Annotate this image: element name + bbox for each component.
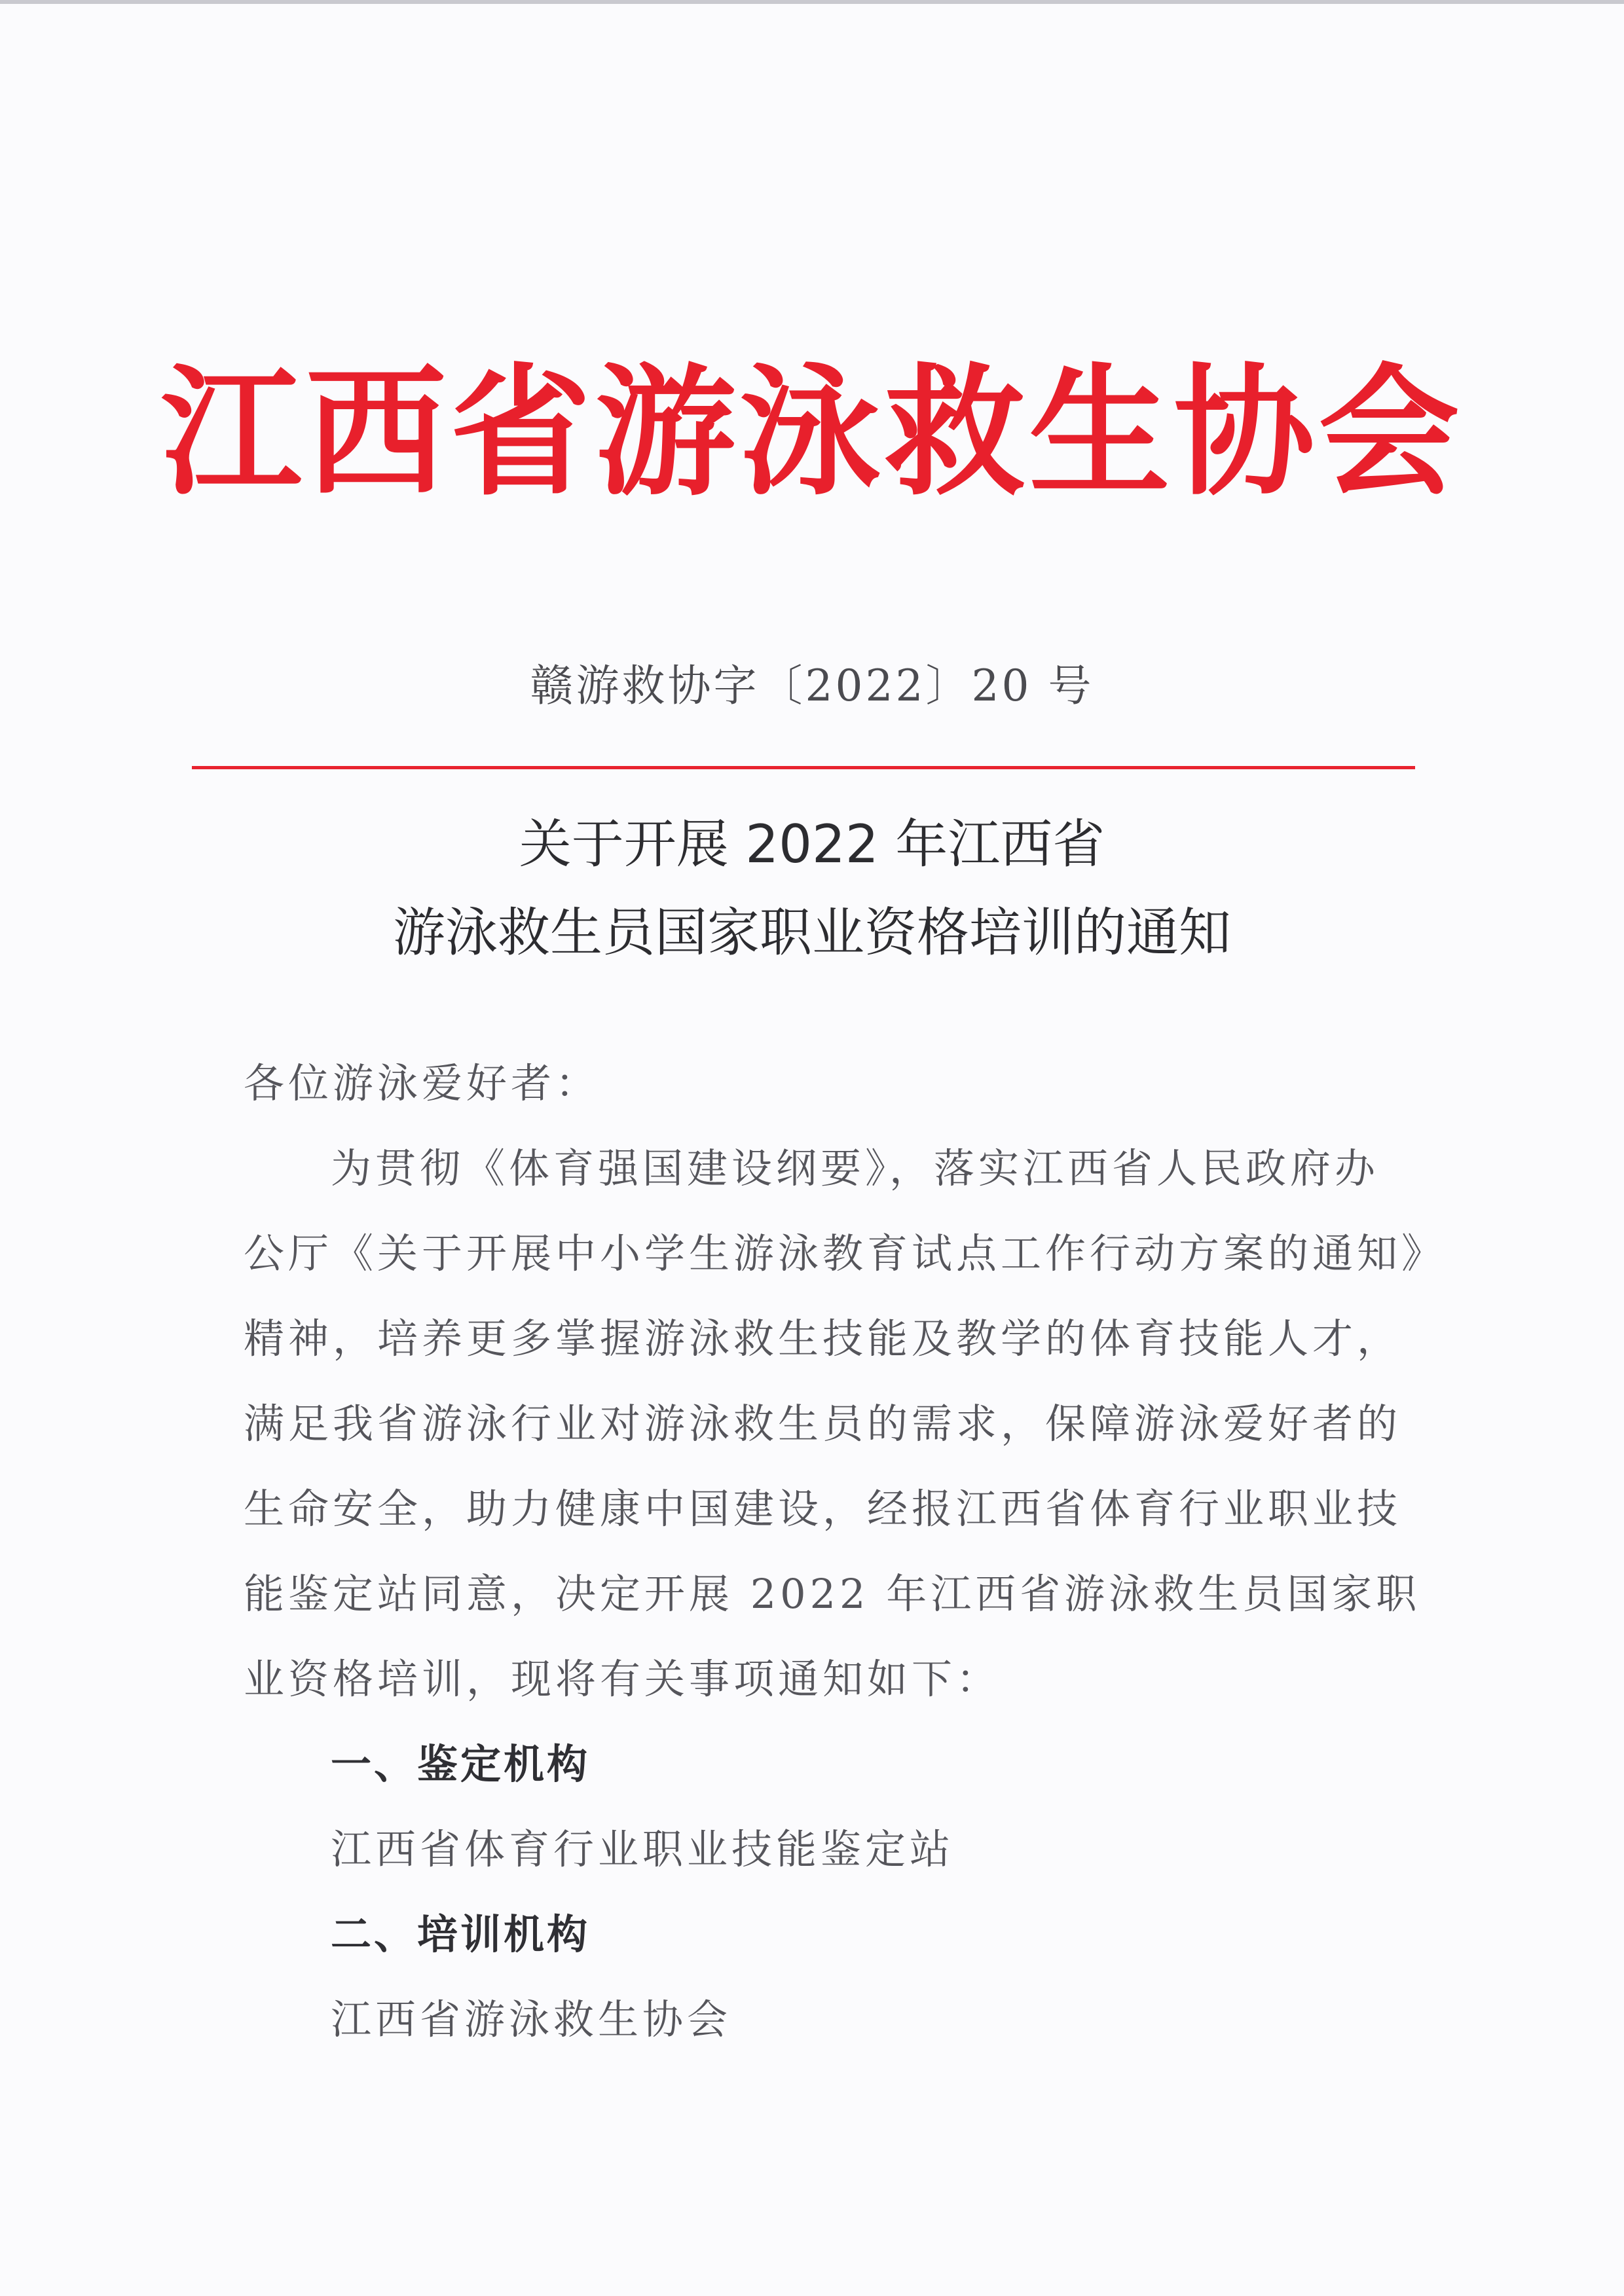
section-content-training-agency: 江西省游泳救生协会 <box>331 1995 732 2043</box>
red-divider-line <box>192 766 1415 769</box>
paragraph-line: 生命安全，助力健康中国建设，经报江西省体育行业职业技 <box>244 1485 1402 1533</box>
scan-top-edge <box>0 0 1624 4</box>
paragraph-line: 满足我省游泳行业对游泳救生员的需求，保障游泳爱好者的 <box>244 1400 1402 1448</box>
paragraph-line: 精神，培养更多掌握游泳救生技能及教学的体育技能人才， <box>244 1315 1402 1362</box>
paragraph-line: 为贯彻《体育强国建设纲要》，落实江西省人民政府办 <box>331 1144 1380 1192</box>
organization-header: 江西省游泳救生协会 <box>160 349 1464 515</box>
paragraph-line: 业资格培训，现将有关事项通知如下： <box>244 1655 1001 1703</box>
notice-title-line1: 关于开展 2022 年江西省 <box>519 814 1105 875</box>
salutation: 各位游泳爱好者： <box>244 1059 600 1107</box>
section-heading-training-agency: 二、培训机构 <box>331 1910 591 1958</box>
section-heading-appraisal-agency: 一、鉴定机构 <box>331 1740 591 1788</box>
paragraph-line: 公厅《关于开展中小学生游泳教育试点工作行动方案的通知》 <box>244 1230 1447 1277</box>
paragraph-line: 能鉴定站同意，决定开展 2022 年江西省游泳救生员国家职 <box>244 1570 1421 1618</box>
section-content-appraisal-agency: 江西省体育行业职业技能鉴定站 <box>331 1825 955 1873</box>
notice-title-line2: 游泳救生员国家职业资格培训的通知 <box>393 902 1231 963</box>
document-number: 赣游救协字〔2022〕20 号 <box>530 661 1094 711</box>
